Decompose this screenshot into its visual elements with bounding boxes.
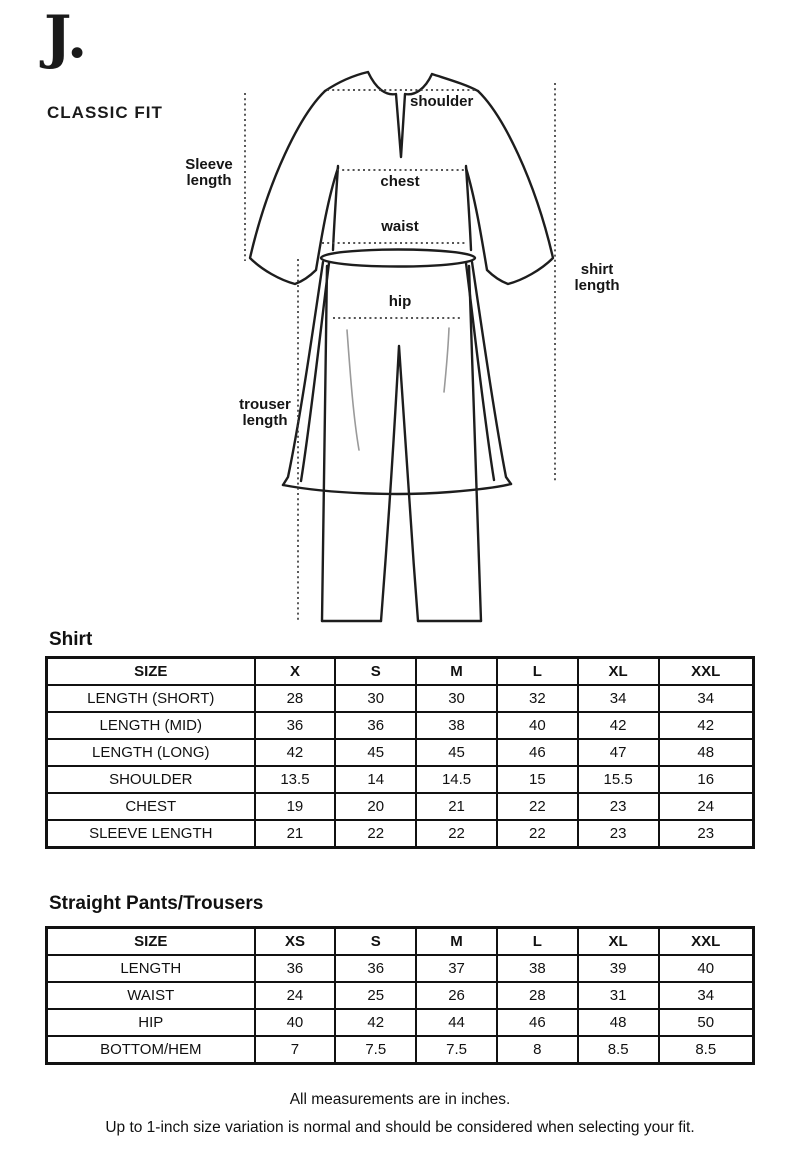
trousers-size-table: [45, 926, 755, 1065]
column-header-x: X: [255, 658, 336, 686]
skirt-right-edge: [472, 262, 511, 484]
row-label: SHOULDER: [47, 766, 255, 793]
table-row: [47, 1009, 754, 1036]
column-header-size: SIZE: [47, 658, 255, 686]
header-row: [47, 928, 754, 956]
sleeve-length-label: Sleeve length: [185, 156, 233, 189]
table-row: [47, 793, 754, 820]
cell-value: 19: [255, 793, 336, 820]
cell-value: 22: [497, 820, 578, 848]
cell-value: 36: [255, 955, 336, 982]
cell-value: 30: [416, 685, 497, 712]
cell-value: 46: [497, 1009, 578, 1036]
cell-value: 40: [659, 955, 754, 982]
cell-value: 14: [335, 766, 416, 793]
cell-value: 20: [335, 793, 416, 820]
brand-logo: J.: [44, 3, 88, 71]
cell-value: 37: [416, 955, 497, 982]
table-row: [47, 955, 754, 982]
column-header-xl: XL: [578, 928, 659, 956]
pant-inseams: [381, 346, 418, 621]
column-header-s: S: [335, 658, 416, 686]
column-header-s: S: [335, 928, 416, 956]
table-row: [47, 685, 754, 712]
cell-value: 34: [659, 982, 754, 1009]
column-header-xs: XS: [255, 928, 336, 956]
shirt-size-table: [45, 656, 755, 849]
cell-value: 48: [659, 739, 754, 766]
row-label: LENGTH (LONG): [47, 739, 255, 766]
cell-value: 15.5: [578, 766, 659, 793]
table-row: [47, 982, 754, 1009]
cell-value: 28: [255, 685, 336, 712]
cell-value: 42: [578, 712, 659, 739]
cell-value: 34: [578, 685, 659, 712]
cell-value: 23: [659, 820, 754, 848]
table-row: [47, 820, 754, 848]
cell-value: 28: [497, 982, 578, 1009]
cell-value: 30: [335, 685, 416, 712]
cell-value: 36: [255, 712, 336, 739]
cell-value: 38: [416, 712, 497, 739]
hip-label: hip: [388, 293, 412, 310]
cell-value: 39: [578, 955, 659, 982]
row-label: HIP: [47, 1009, 255, 1036]
waistband: [321, 250, 475, 267]
row-label: LENGTH (MID): [47, 712, 255, 739]
cell-value: 13.5: [255, 766, 336, 793]
row-label: BOTTOM/HEM: [47, 1036, 255, 1064]
trouser-length-label: trouser length: [239, 396, 291, 429]
cell-value: 22: [416, 820, 497, 848]
cell-value: 42: [255, 739, 336, 766]
column-header-xxl: XXL: [659, 928, 754, 956]
cell-value: 21: [255, 820, 336, 848]
column-header-m: M: [416, 658, 497, 686]
row-label: SLEEVE LENGTH: [47, 820, 255, 848]
cell-value: 36: [335, 955, 416, 982]
row-label: LENGTH (SHORT): [47, 685, 255, 712]
cell-value: 22: [497, 793, 578, 820]
skirt-crease-right: [444, 328, 449, 392]
cell-value: 16: [659, 766, 754, 793]
cell-value: 34: [659, 685, 754, 712]
skirt-crease-left: [347, 330, 359, 450]
cell-value: 24: [659, 793, 754, 820]
skirt-left-edge: [283, 262, 323, 485]
row-label: LENGTH: [47, 955, 255, 982]
column-header-size: SIZE: [47, 928, 255, 956]
cell-value: 8: [497, 1036, 578, 1064]
cell-value: 7.5: [416, 1036, 497, 1064]
cell-value: 24: [255, 982, 336, 1009]
trousers-section-title: Straight Pants/Trousers: [49, 893, 264, 914]
tunic-neckline-outline: [325, 72, 478, 157]
shirt-section-title: Shirt: [49, 629, 93, 650]
cell-value: 23: [578, 820, 659, 848]
header-row: [47, 658, 754, 686]
column-header-l: L: [497, 658, 578, 686]
column-header-l: L: [497, 928, 578, 956]
row-label: WAIST: [47, 982, 255, 1009]
cell-value: 40: [255, 1009, 336, 1036]
right-sleeve-outline: [466, 91, 553, 284]
shirt-length-label: shirt length: [574, 261, 620, 294]
cell-value: 22: [335, 820, 416, 848]
cell-value: 48: [578, 1009, 659, 1036]
waist-label: waist: [381, 218, 419, 235]
measurement-unit-note: All measurements are in inches.: [289, 1091, 511, 1108]
cell-value: 36: [335, 712, 416, 739]
cell-value: 50: [659, 1009, 754, 1036]
cell-value: 44: [416, 1009, 497, 1036]
cell-value: 32: [497, 685, 578, 712]
cell-value: 25: [335, 982, 416, 1009]
cell-value: 7.5: [335, 1036, 416, 1064]
column-header-xl: XL: [578, 658, 659, 686]
cell-value: 45: [416, 739, 497, 766]
cell-value: 40: [497, 712, 578, 739]
shoulder-label: shoulder: [410, 93, 474, 110]
table-row: [47, 739, 754, 766]
cell-value: 26: [416, 982, 497, 1009]
fit-label: CLASSIC FIT: [47, 103, 163, 122]
table-row: [47, 766, 754, 793]
cell-value: 15: [497, 766, 578, 793]
cell-value: 14.5: [416, 766, 497, 793]
cell-value: 38: [497, 955, 578, 982]
cell-value: 42: [659, 712, 754, 739]
cell-value: 31: [578, 982, 659, 1009]
cell-value: 7: [255, 1036, 336, 1064]
cell-value: 46: [497, 739, 578, 766]
column-header-xxl: XXL: [659, 658, 754, 686]
cell-value: 8.5: [578, 1036, 659, 1064]
cell-value: 8.5: [659, 1036, 754, 1064]
cell-value: 42: [335, 1009, 416, 1036]
size-variation-note: Up to 1-inch size variation is normal and should be considered when selecting your fit.: [105, 1119, 695, 1136]
row-label: CHEST: [47, 793, 255, 820]
cell-value: 47: [578, 739, 659, 766]
cell-value: 23: [578, 793, 659, 820]
pant-right-outer: [469, 266, 481, 621]
cell-value: 21: [416, 793, 497, 820]
cell-value: 45: [335, 739, 416, 766]
column-header-m: M: [416, 928, 497, 956]
table-row: [47, 1036, 754, 1064]
chest-label: chest: [380, 173, 420, 190]
table-row: [47, 712, 754, 739]
